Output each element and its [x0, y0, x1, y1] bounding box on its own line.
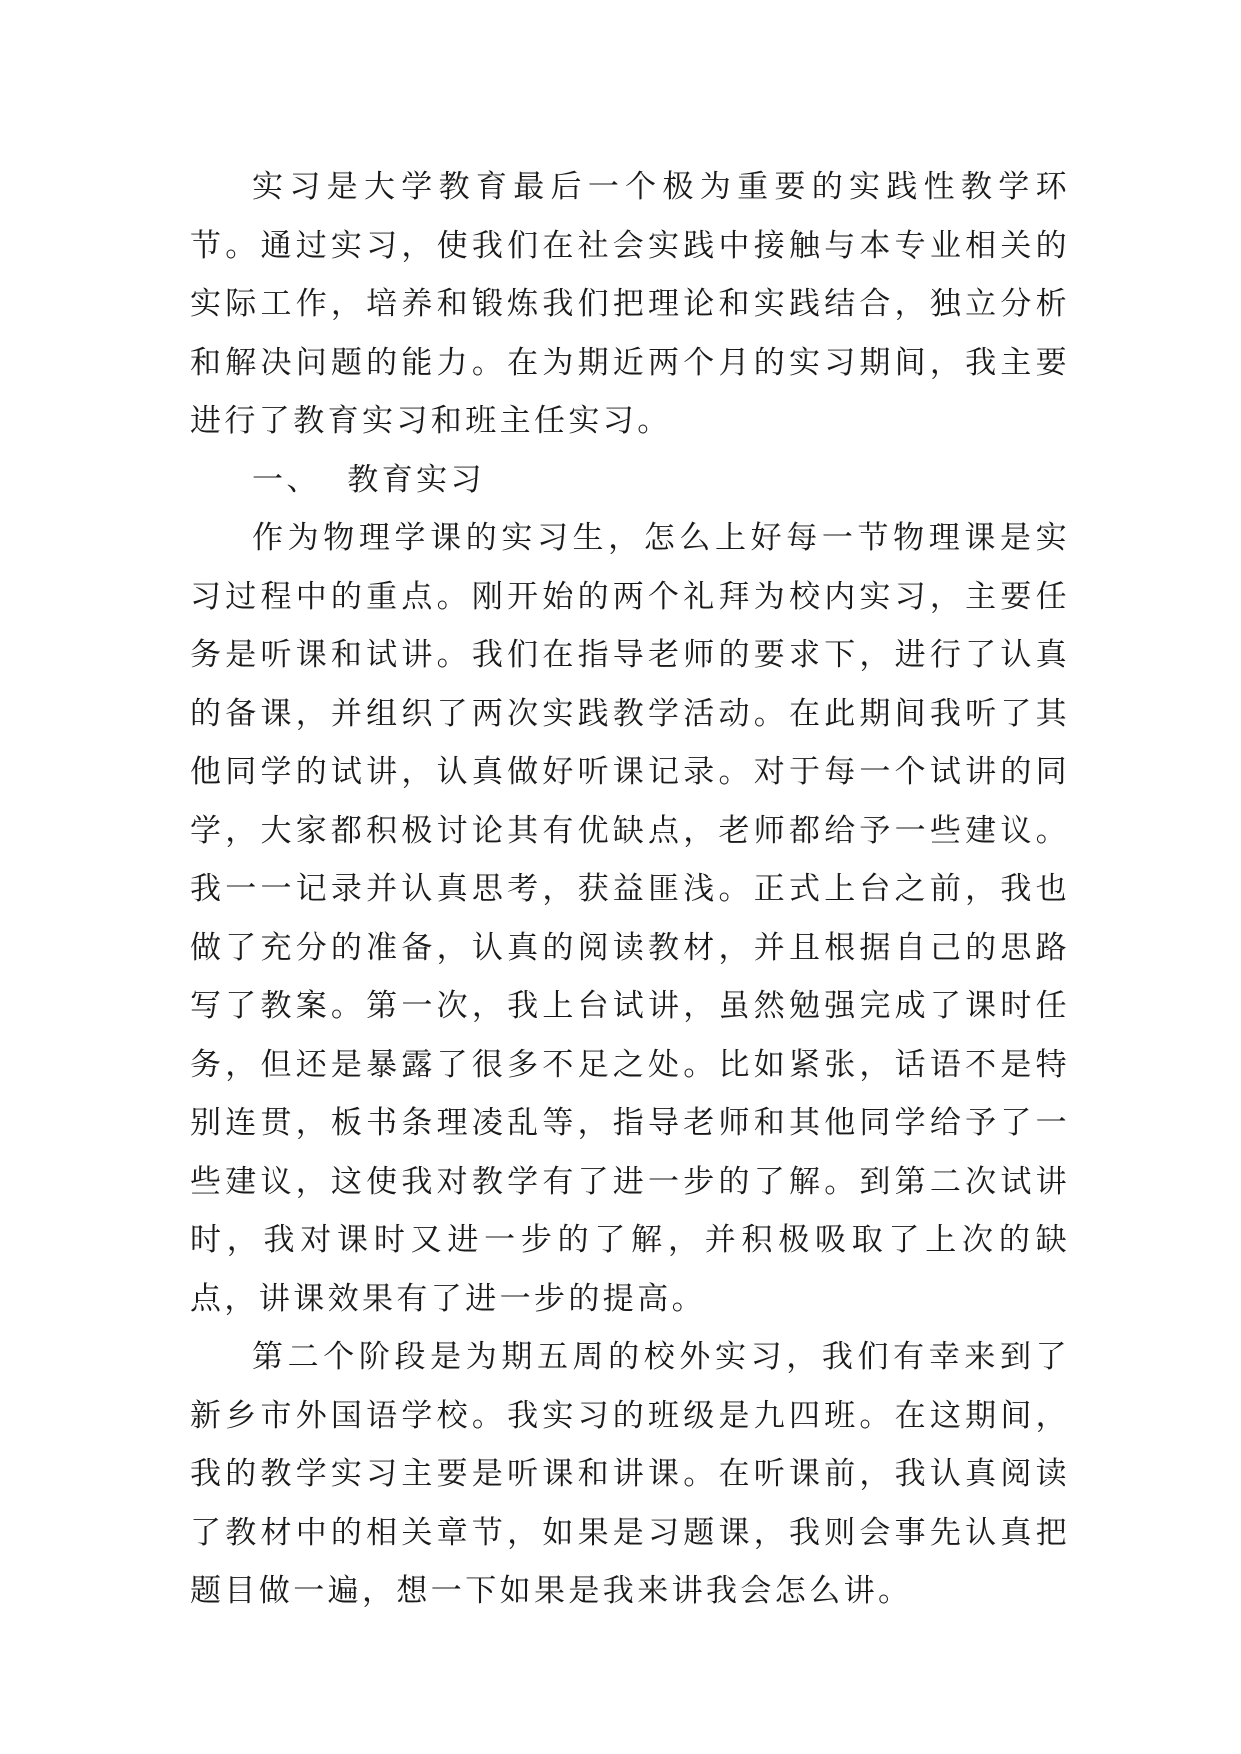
body-paragraph-2: 第二个阶段是为期五周的校外实习，我们有幸来到了新乡市外国语学校。我实习的班级是九四班。在这期间，我的教学实习主要是听课和讲课。在听课前，我认真阅读了教材中的相关章节，如果是习题课，我则会事先认真把题目做一遍，想一下如果是我来讲我会怎么讲。 [190, 1339, 1070, 1609]
intro-paragraph: 实习是大学教育最后一个极为重要的实践性教学环节。通过实习，使我们在社会实践中接触与本专业相关的实际工作，培养和锻炼我们把理论和实践结合，独立分析和解决问题的能力。在为期近两个月的实习期间，我主要进行了教育实习和班主任实习。 [190, 169, 1070, 439]
document-body [190, 158, 1070, 1621]
body-paragraph-1: 作为物理学课的实习生，怎么上好每一节物理课是实习过程中的重点。刚开始的两个礼拜为校内实习，主要任务是听课和试讲。我们在指导老师的要求下，进行了认真的备课，并组织了两次实践教学活动。在此期间我听了其他同学的试讲，认真做好听课记录。对于每一个试讲的同学，大家都积极讨论其有优缺点，老师都给予一些建议。我一一记录并认真思考，获益匪浅。正式上台之前，我也做了充分的准备，认真的阅读教材，并且根据自己的思路写了教案。第一次，我上台试讲，虽然勉强完成了课时任务，但还是暴露了很多不足之处。比如紧张，话语不是特别连贯，板书条理凌乱等，指导老师和其他同学给予了一些建议，这使我对教学有了进一步的了解。到第二次试讲时，我对课时又进一步的了解，并积极吸取了上次的缺点，讲课效果有了进一步的提高。 [190, 520, 1070, 1317]
section-heading: 一、 教育实习 [252, 461, 485, 498]
